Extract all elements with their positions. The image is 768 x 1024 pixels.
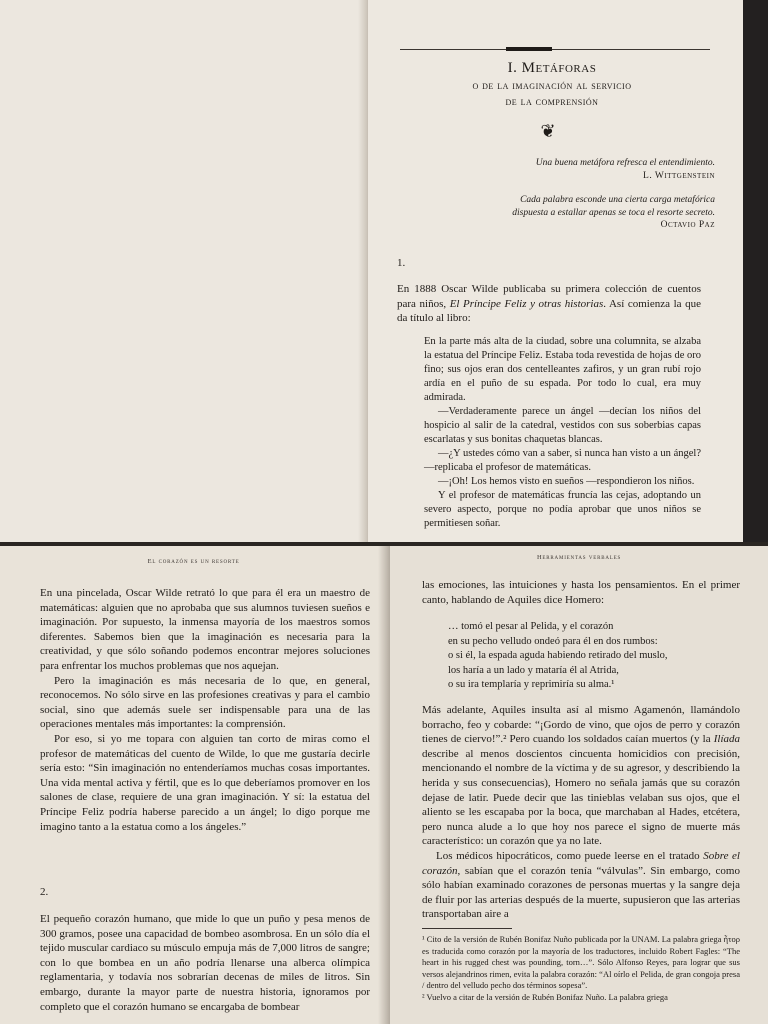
- quote-paragraph-3: —¿Y ustedes cómo van a saber, si nunca han visto a un ángel? —replicaba el profesor de matemáticas.: [424, 448, 701, 473]
- header-rule-accent: [506, 47, 552, 51]
- footnote-rule: [422, 928, 512, 929]
- header-rule: [400, 49, 710, 50]
- epigraph-2-author: Octavio Paz: [660, 220, 715, 230]
- paragraph-r2-b: describe al menos doscientos cincuenta homicidios con precisión, mencionando el nombre de la víctima y de su agresor, y describiendo la herida y sus consecuencias), Homero no señala jamás que su corazón dejase de latir. Puede decir que las tinieblas velaban sus ojos, que el aliento se les escapaba por la boca, que marchaban al Hades, etcétera, pero nunca alude a lo que hoy nos parece el signo de muerte más característico: un corazón que ya no late.: [422, 747, 740, 848]
- epigraph-1-author: L. Wittgenstein: [643, 171, 715, 181]
- intro-text-b: . Así comienza la que da título al libro:: [397, 297, 701, 325]
- block-quote: [424, 335, 701, 531]
- blank-page: [0, 0, 368, 542]
- verse-quote: [448, 620, 668, 693]
- chapter-title: I. Metáforas: [507, 60, 597, 76]
- running-head-left: El corazón es un resorte: [147, 558, 240, 565]
- intro-text-a: En 1888 Oscar Wilde publicaba su primera colección de cuentos para niños,: [397, 283, 701, 310]
- quote-paragraph-2: —Verdaderamente parece un ángel —decían los niños del hospicio al salir de la catedral, vestidos con sus soberbias capas escarlatas y sus bonitas chaquetas blancas.: [424, 406, 701, 445]
- chapter-subtitle-line2: de la comprensión: [505, 96, 599, 108]
- running-head-right: Herramientas verbales: [536, 554, 622, 561]
- chapter-opening-page: [368, 0, 743, 542]
- book-edge: [743, 0, 768, 542]
- body-text-right-2: [422, 703, 740, 922]
- verse-line-1: … tomó el pesar al Pelida, y el corazón: [448, 621, 614, 632]
- body-text-left: [40, 586, 370, 834]
- left-text-page: [0, 546, 387, 1024]
- paragraph-4: El pequeño corazón humano, que mide lo que un puño y pesa menos de 300 gramos, posee una capacidad de bombeo asombrosa. En un sólo día el tejido muscular cardiaco su músculo empuja más de 7,000 litros de sangre; con lo que bombea en un año podría llenarse una alberca olímpica reglamentaria, y todavía nos sobrarían decenas de miles de litros. Sin embargo, durante la mayor parte de nuestra historia, ignoramos por completo que el corazón humano se encargaba de bombear: [40, 913, 370, 1013]
- treatise-title: Sobre el corazón: [422, 849, 740, 877]
- verse-line-3: o si él, la espada aguda habiendo retirado del muslo,: [448, 650, 668, 661]
- footnotes: [422, 934, 740, 1003]
- footnote-1: ¹ Cito de la versión de Rubén Bonifaz Nuño publicada por la UNAM. La palabra griega ἦτορ es traducida como corazón por la mayoría de los traductores, incluido Robert Fagles: “The heart in his rugged chest was pounding, torn…”. Sólo Alfonso Reyes, para lograr que sus versos alejandrinos rimen, evita la palabra corazón: “Al oírlo el Pelida, de gran congoja presa / dentro del velludo pecho dos términos sopesa”.: [422, 934, 740, 990]
- body-text-right: [422, 578, 740, 607]
- paragraph-r3-b: , sabían que el corazón tenía “válvulas”. Sin embargo, como sólo habían examinado corazones de personas muertas y la sangre deja de fluir por las arterias después de la muerte, supusieron que las arterias transportaban aire a: [422, 864, 740, 921]
- quote-paragraph-5: Y el profesor de matemáticas fruncía las cejas, adoptando un severo aspecto, porque no podía aprobar que unos niños se permitiesen soñar.: [424, 490, 701, 529]
- paragraph-r2-a: Más adelante, Aquiles insulta así al mismo Agamenón, llamándolo borracho, feo y cobarde: “¡Gordo de vino, que ojos de perro y corazón tienes de ciervo!”.² Pero cuando los soldados caían muertos (y la: [422, 704, 740, 746]
- section-number-2: 2.: [40, 886, 49, 898]
- quote-paragraph-1: En la parte más alta de la ciudad, sobre una columnita, se alzaba la estatua del Príncipe Feliz. Estaba toda revestida de hojas de oro fino; sus ojos eran dos centelleantes zafiros, y un gran rubí rojo ardía en el puño de su espada. Por todo lo cual, era muy admirada.: [424, 336, 701, 403]
- fleuron-icon: ❦: [540, 121, 556, 141]
- verse-line-5: o su ira templaría y reprimiría su alma.¹: [448, 679, 615, 690]
- epigraph-2-quote-line2: dispuesta a estallar apenas se toca el resorte secreto.: [512, 207, 715, 218]
- footnote-2: ² Vuelvo a citar de la versión de Rubén Bonifaz Nuño. La palabra griega: [422, 991, 668, 1002]
- book-title: El Príncipe Feliz y otras historias: [449, 297, 604, 310]
- right-text-page: [390, 546, 768, 1024]
- quote-paragraph-4: —¡Oh! Los hemos visto en sueños —respondieron los niños.: [438, 476, 695, 487]
- paragraph-3: Por eso, si yo me topara con alguien tan corto de miras como el profesor de matemáticas del cuento de Wilde, lo que me gustaría decirle sería esto: “Sin imaginación no entenderíamos muchas cosas importantes. Una vida mental activa y fértil, que es lo que deberíamos promover en los salones de clase, requiere de una gran imaginación. Y sí: la estatua del Príncipe Feliz podría haberse parecido a un ángel; lo digo porque me imagino tanto a la estatua como a los ángeles.”: [40, 732, 370, 833]
- body-text-left-2: [40, 912, 370, 1014]
- intro-paragraph: [397, 282, 701, 326]
- epigraph-2: [512, 194, 715, 232]
- paragraph-r3-a: Los médicos hipocráticos, como puede leerse en el tratado: [436, 849, 704, 862]
- epigraph-1: [536, 157, 715, 183]
- epigraph-1-quote: Una buena metáfora refresca el entendimiento.: [535, 158, 715, 168]
- paragraph-r1: las emociones, las intuiciones y hasta los pensamientos. En el primer canto, hablando de Aquiles dice Homero:: [422, 579, 740, 606]
- verse-line-4: los haría a un lado y mataría él al Atrida,: [448, 664, 619, 676]
- paragraph-1: En una pincelada, Oscar Wilde retrató lo que para él era un maestro de matemáticas: alguien que no aprobaba que sus alumnos tuviesen sueños e imaginación. Por supuesto, la inmensa mayoría de los maestros somos diferentes. Sabemos bien que la imaginación es necesaria para la creatividad, y que sólo soñando podemos encontrar mejores soluciones para enfrentar los muchos problemas que nos aquejan.: [40, 587, 370, 672]
- epigraph-2-quote-line1: Cada palabra esconde una cierta carga metafórica: [520, 195, 715, 205]
- chapter-subtitle-line1: o de la imaginación al servicio: [472, 80, 632, 92]
- iliad-title: Ilíada: [713, 733, 740, 746]
- section-number-1: 1.: [397, 257, 406, 269]
- verse-line-2: en su pecho velludo ondeó para él en dos rumbos:: [448, 635, 658, 647]
- paragraph-2: Pero la imaginación es más necesaria de lo que, en general, reconocemos. No sólo sirve en las profesiones creativas y para el cambio social, sino que además suele ser indispensable para una de las operaciones mentales más importantes: la comprensión.: [40, 674, 370, 731]
